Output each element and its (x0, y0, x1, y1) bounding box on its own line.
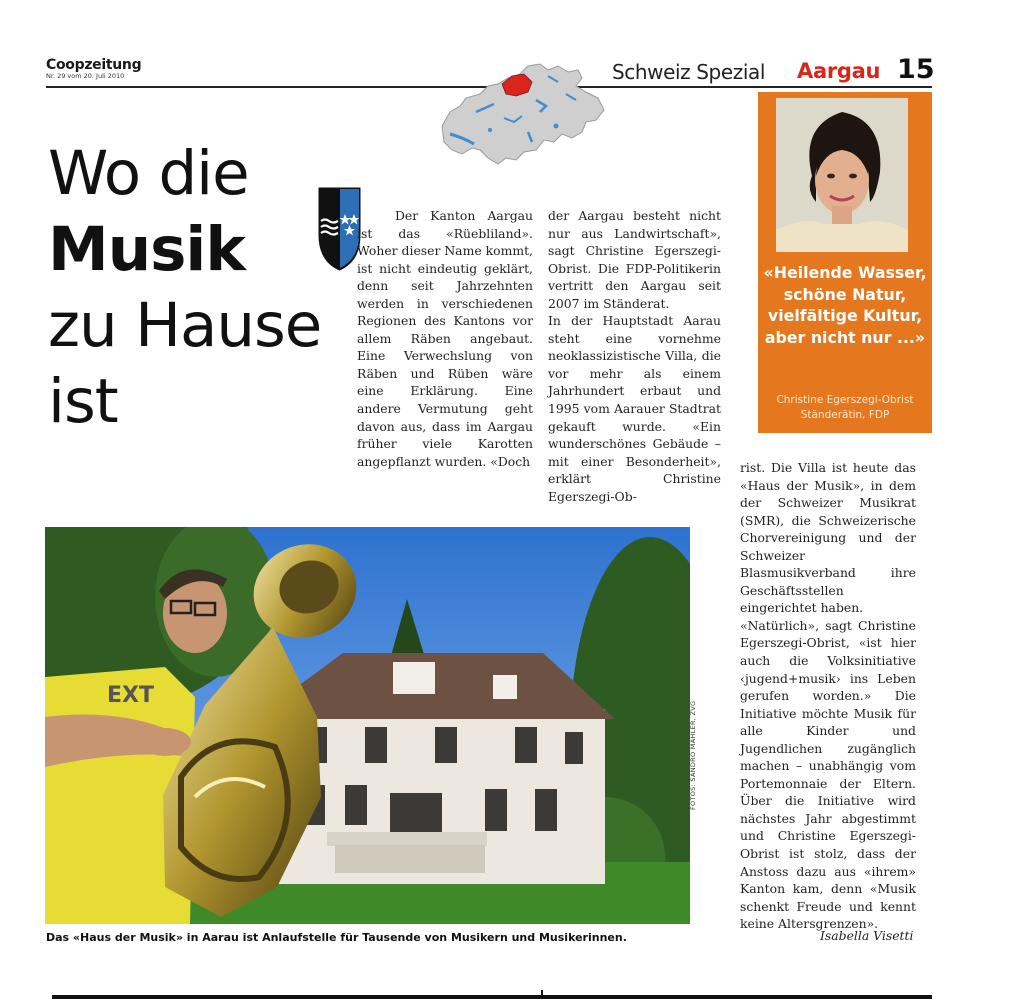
publication-name: Coopzeitung (46, 57, 142, 73)
article-paragraph: rist. Die Villa ist heute das «Haus der Musik», in dem der Schweizer Musikrat (SMR), die Schweizerische Chorvereinigung und der Schweizer Blasmusikverband ihre Geschäftsstellen eingerichtet haben. (740, 460, 916, 616)
section-label: Schweiz Spezial (612, 60, 766, 84)
article-title (48, 136, 321, 440)
portrait-image (776, 98, 908, 252)
title-line-3: zu Hause (48, 290, 322, 361)
title-line-4: ist (48, 366, 118, 437)
photo-credit: FOTOS: SANDRO MAHLER, ZVG (689, 700, 697, 810)
quote-attribution (763, 393, 927, 423)
article-paragraph: «Natürlich», sagt Christine Egerszegi-Obrist, «ist hier auch die Volksinitiative ‹jugend+musik› ins Leben gerufen worden.» Die Initiative möchte Musik für alle Kinder und Jugendlichen zugänglich machen – unabhängig vom Portemonnaie der Eltern. Über die Initiative wird nächstes Jahr abgestimmt und Christine Egerszegi-Obrist ist stolz, dass der Anstoss dazu aus «ihrem» Kanton kam, denn «Musik schenkt Freude und kennt keine Altersgrenzen». (740, 617, 916, 932)
attribution-name: Christine Egerszegi-Obrist (776, 394, 914, 406)
attribution-role: Ständerätin, FDP (800, 409, 890, 421)
footer-center-mark (541, 990, 543, 995)
footer-rule (52, 995, 932, 999)
article-column-3 (740, 459, 916, 933)
article-paragraph: der Aargau besteht nicht nur aus Landwirtschaft», sagt Christine Egerszegi-Obrist. Die FDP-Politikerin vertritt den Aargau seit 2007 im Ständerat. (548, 208, 721, 311)
issue-info: Nr. 29 vom 20. Juli 2010 (46, 72, 125, 80)
article-column-2 (548, 207, 721, 505)
author-byline: Isabella Visetti (820, 928, 914, 943)
page-number: 15 (897, 54, 935, 85)
portrait-photo (776, 98, 908, 252)
title-line-1: Wo die (48, 138, 249, 209)
villa-photo-image (45, 527, 690, 924)
article-paragraph: Der Kanton Aargau ist das «Rüebliland». Woher dieser Name kommt, ist nicht eindeutig geklärt, denn seit Jahrzehnten werden in verschiedenen Regionen des Kantons vor allem Räben angebaut. Eine Verwechslung von Räben und Rüben wäre eine Erklärung. Eine andere Vermutung geht davon aus, dass im Aargau früher viele Karotten angepflanzt wurden. «Doch (357, 208, 533, 469)
region-label: Aargau (797, 59, 881, 83)
photo-caption: Das «Haus der Musik» in Aarau ist Anlaufstelle für Tausende von Musikern und Musikerinnen. (46, 931, 627, 944)
pull-quote: «Heilende Wasser, schöne Natur, vielfältige Kultur, aber nicht nur ...» (763, 263, 927, 347)
aargau-coat-of-arms-icon (318, 187, 361, 271)
article-paragraph: In der Hauptstadt Aarau steht eine vornehme neoklassizistische Villa, die vor mehr als einem Jahrhundert erbaut und 1995 vom Aarauer Stadtrat gekauft wurde. «Ein wunderschönes Gebäude – mit einer Besonderheit», erklärt Christine Egerszegi-Ob- (548, 313, 721, 504)
article-column-1 (357, 207, 533, 470)
switzerland-map-icon (436, 54, 608, 168)
shirt-text: EXT (107, 683, 154, 708)
title-line-2: Musik (48, 214, 245, 285)
article-photo (45, 527, 690, 924)
